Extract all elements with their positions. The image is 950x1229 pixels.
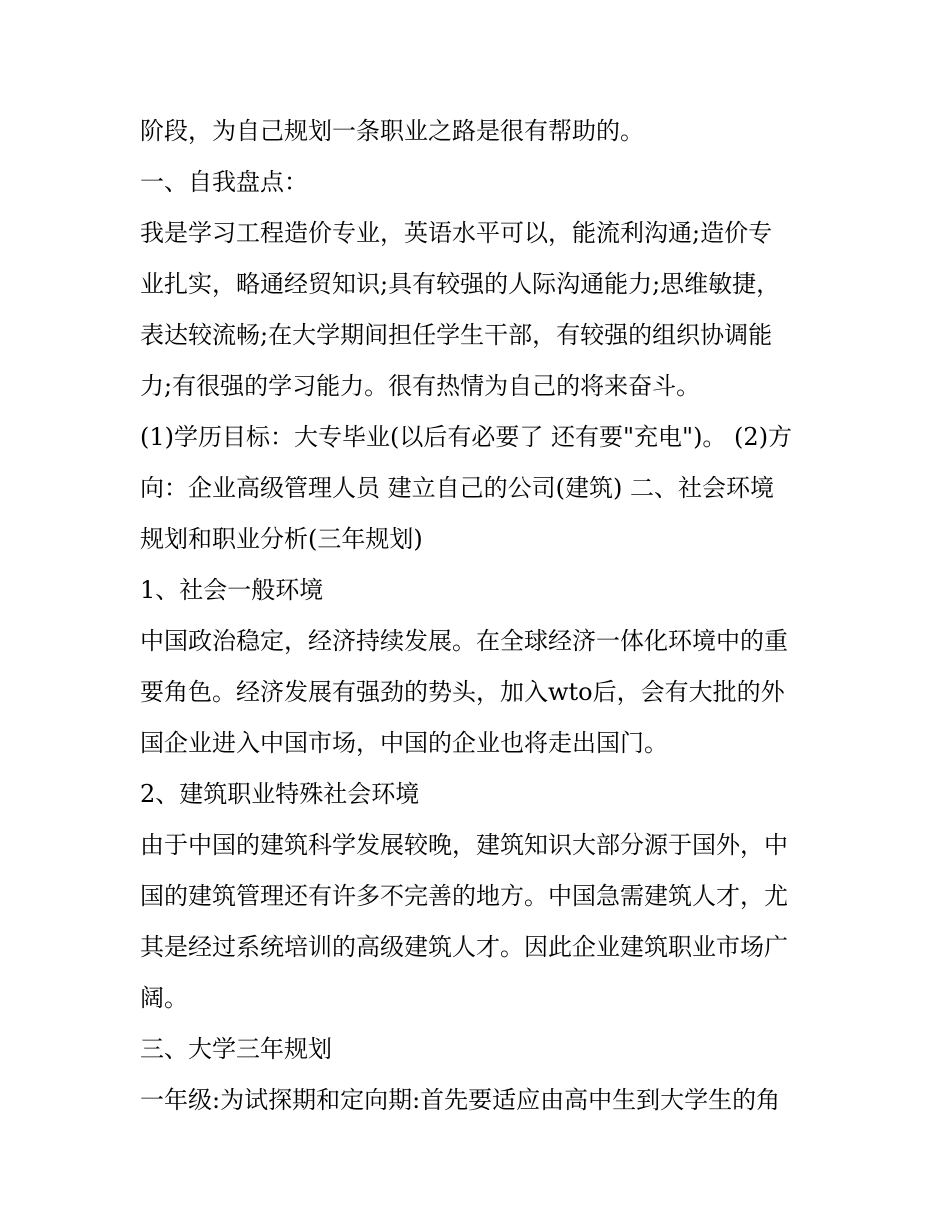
text-line: 其是经过系统培训的高级建筑人才。因此企业建筑职业市场广 — [140, 933, 788, 961]
document-body — [140, 106, 820, 1126]
subsection-heading: 1、社会一般环境 — [140, 576, 324, 604]
text-line: 规划和职业分析(三年规划) — [140, 525, 423, 553]
text-line: 向：企业高级管理人员 建立自己的公司(建筑) 二、社会环境 — [140, 474, 774, 502]
text-line: 我是学习工程造价专业，英语水平可以，能流利沟通;造价专 — [140, 219, 773, 247]
section-heading: 三、大学三年规划 — [140, 1035, 332, 1063]
text-line: 由于中国的建筑科学发展较晚，建筑知识大部分源于国外，中 — [140, 831, 788, 859]
subsection-heading: 2、建筑职业特殊社会环境 — [140, 780, 420, 808]
text-line: 业扎实，略通经贸知识;具有较强的人际沟通能力;思维敏捷， — [140, 270, 781, 298]
text-line: 国企业进入中国市场，中国的企业也将走出国门。 — [140, 729, 668, 757]
text-line: 阔。 — [140, 984, 188, 1012]
section-heading: 一、自我盘点： — [140, 168, 308, 196]
text-line: 国的建筑管理还有许多不完善的地方。中国急需建筑人才，尤 — [140, 882, 788, 910]
text-line: 要角色。经济发展有强劲的势头，加入wto后，会有大批的外 — [140, 678, 785, 706]
text-line: (1)学历目标：大专毕业(以后有必要了 还有要"充电")。 (2)方 — [140, 423, 793, 451]
text-line: 中国政治稳定，经济持续发展。在全球经济一体化环境中的重 — [140, 627, 788, 655]
text-line: 一年级:为试探期和定向期:首先要适应由高中生到大学生的角 — [140, 1086, 781, 1114]
text-line: 表达较流畅;在大学期间担任学生干部，有较强的组织协调能 — [140, 321, 773, 349]
text-line: 阶段，为自己规划一条职业之路是很有帮助的。 — [140, 117, 644, 145]
text-line: 力;有很强的学习能力。很有热情为自己的将来奋斗。 — [140, 372, 701, 400]
